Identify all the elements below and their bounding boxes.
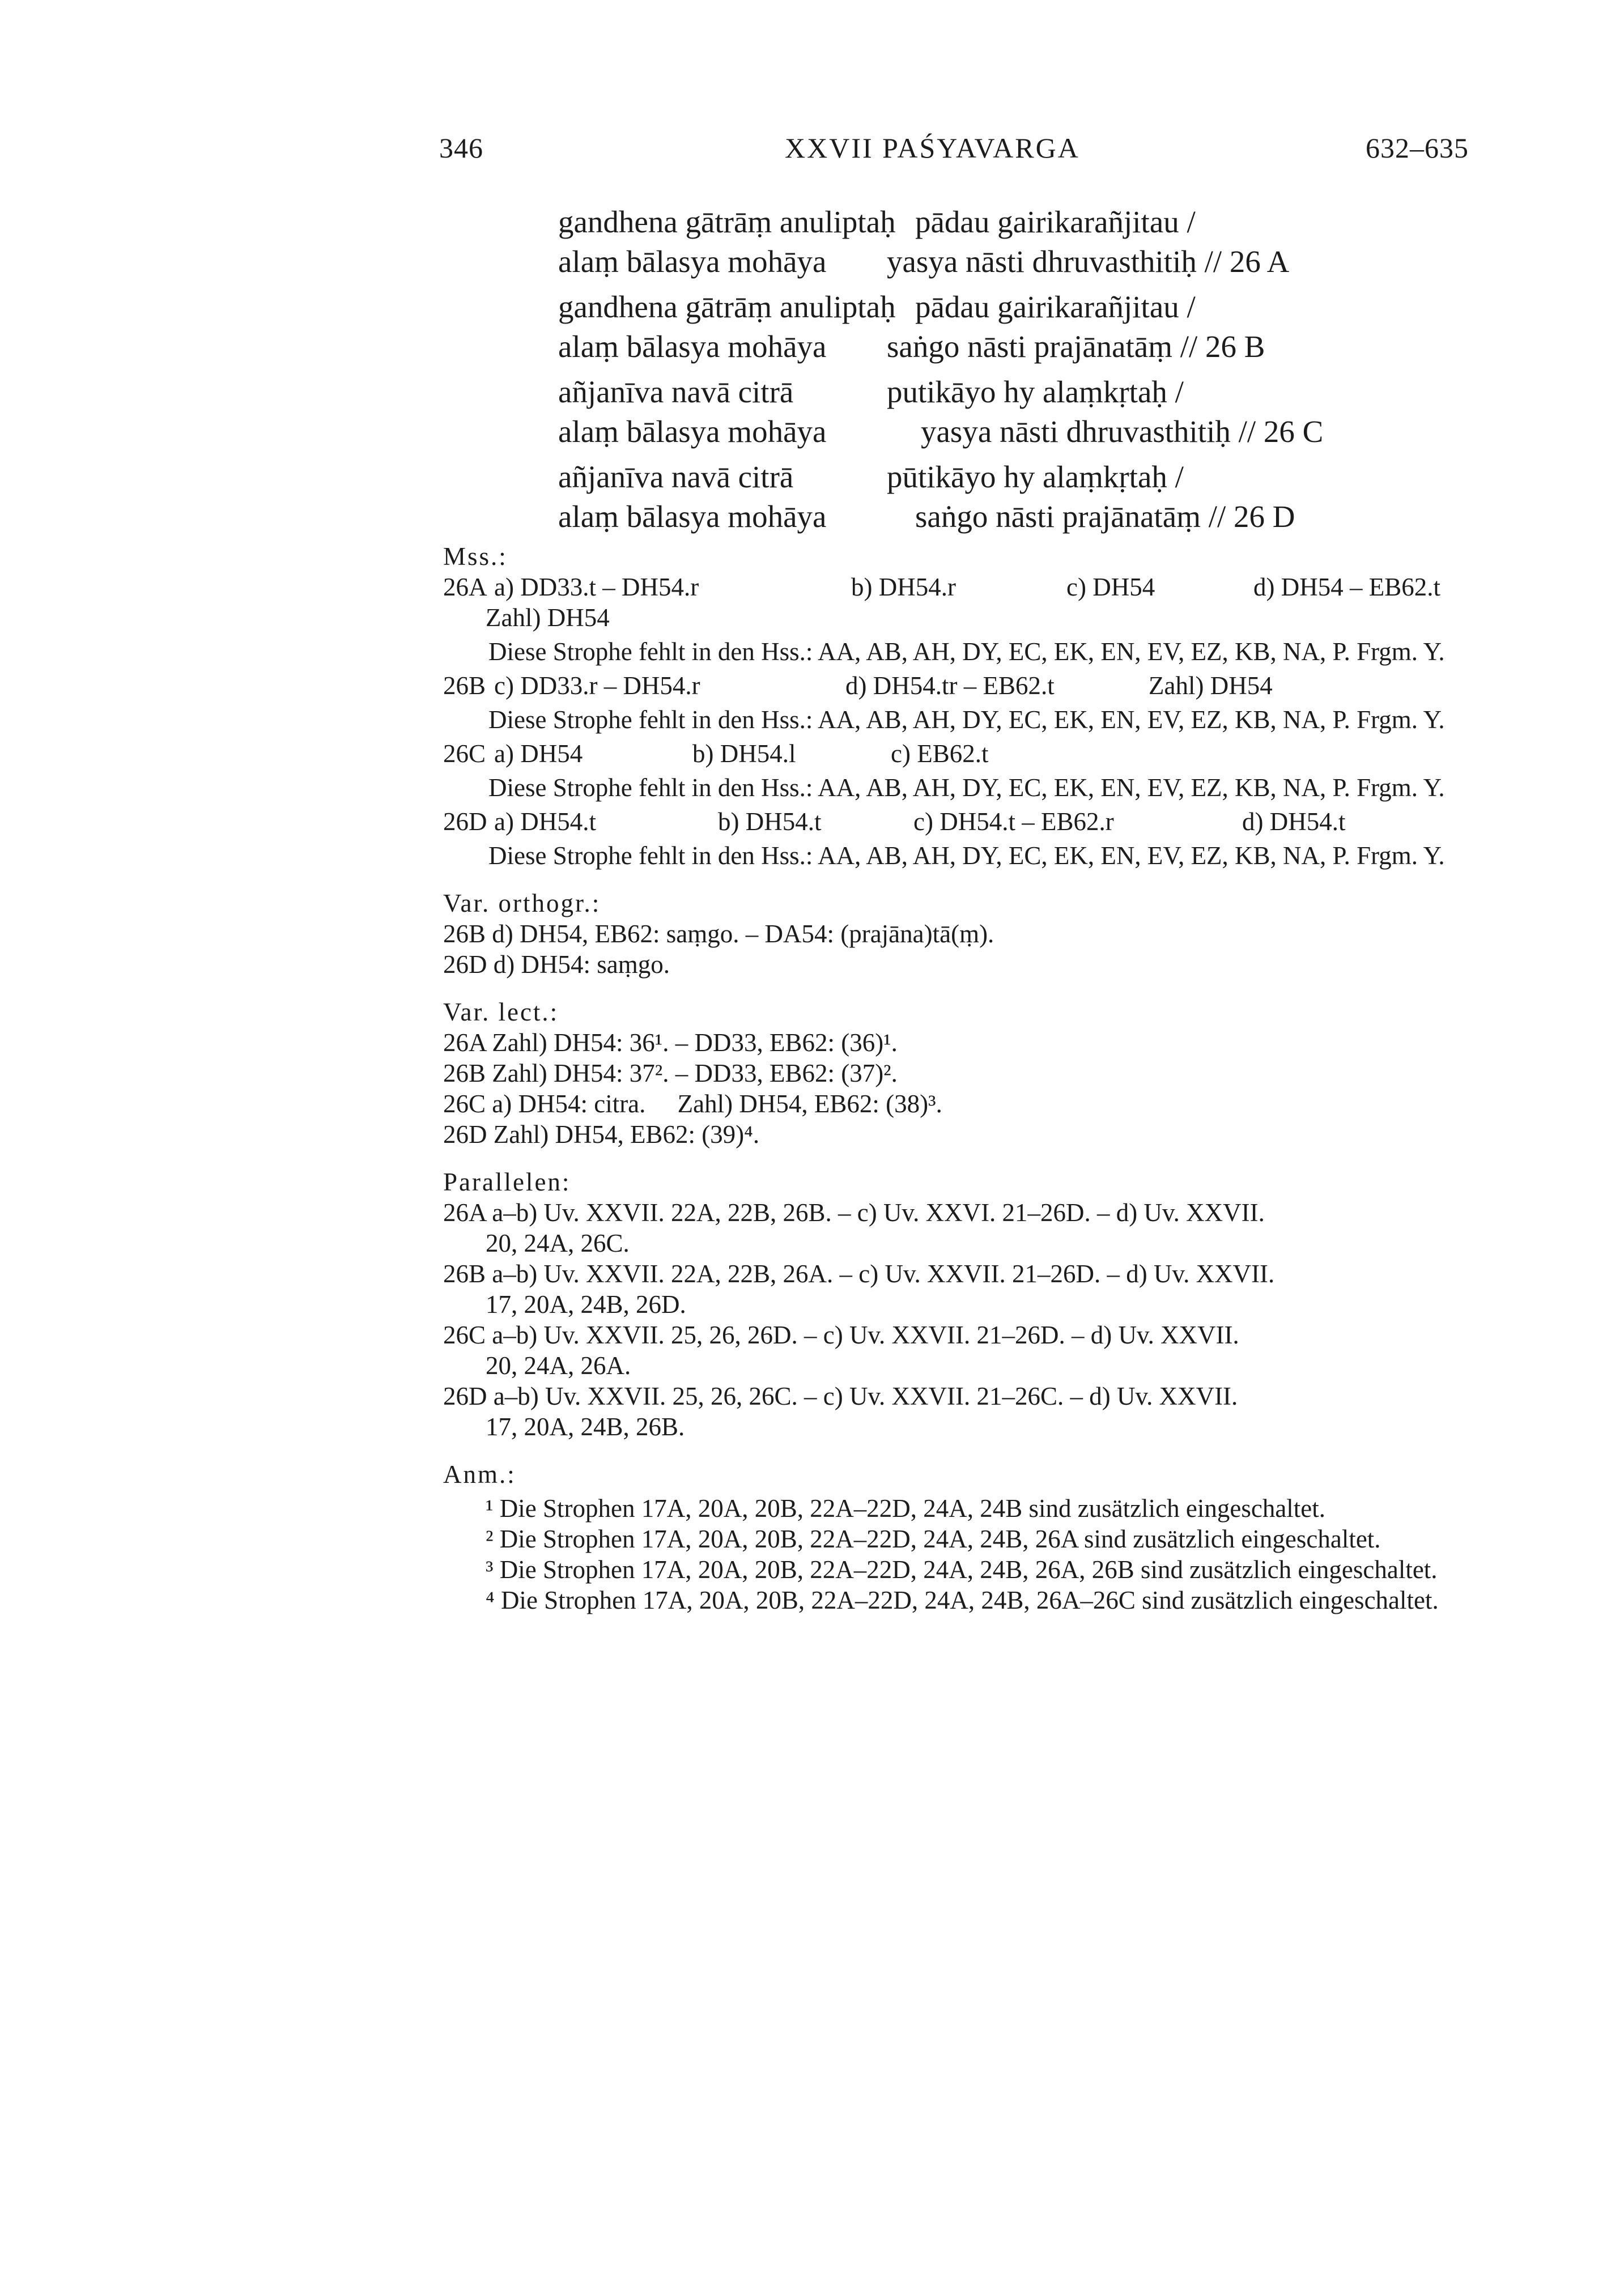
reading-d: d) DH54 – EB62.t [1253, 573, 1440, 601]
parallel-line: 26D a–b) Uv. XXVII. 25, 26, 26C. – c) Uv. XXVII. 21–26C. – d) Uv. XXVII. [443, 1382, 1238, 1410]
verse-block [558, 204, 1550, 538]
reading-zahl: Zahl) DH54 [1149, 671, 1273, 700]
parallel-line-cont: 20, 24A, 26A. [486, 1351, 631, 1380]
orthogr-heading: Var. orthogr.: [443, 889, 601, 917]
reading-c: c) DH54.t – EB62.r [913, 807, 1114, 836]
verse-pada-b: putikāyo hy alaṃkṛtaḥ / [887, 375, 1184, 409]
lect-line: 26B Zahl) DH54: 37². – DD33, EB62: (37)². [443, 1059, 898, 1087]
verse-pada-a: gandhena gātrāṃ anuliptaḥ [558, 290, 896, 324]
verse-pada-b: pādau gairikarañjitau / [915, 205, 1196, 239]
verse-pada-a: alaṃ bālasya mohāya [558, 414, 827, 449]
reading-b: b) DH54.l [692, 739, 796, 768]
parallel-line: 26A a–b) Uv. XXVII. 22A, 22B, 26B. – c) Uv. XXVI. 21–26D. – d) Uv. XXVII. [443, 1198, 1265, 1227]
footnote: ³ Die Strophen 17A, 20A, 20B, 22A–22D, 24A, 24B, 26A, 26B sind zusätzlich eingeschaltet. [486, 1555, 1438, 1584]
verse-line [558, 374, 1550, 414]
verse-line [558, 329, 1550, 368]
parallel-line-cont: 17, 20A, 24B, 26B. [486, 1413, 685, 1441]
parallel-line-cont: 17, 20A, 24B, 26D. [486, 1290, 686, 1319]
missing-note: Diese Strophe fehlt in den Hss.: AA, AB, AH, DY, EC, EK, EN, EV, EZ, KB, NA, P. Frgm. Y. [488, 705, 1445, 734]
verse-pada-a: alaṃ bālasya mohāya [558, 499, 827, 534]
orthogr-line: 26D d) DH54: saṃgo. [443, 950, 670, 979]
orthogr-line: 26B d) DH54, EB62: saṃgo. – DA54: (prajāna)tā(ṃ). [443, 920, 994, 948]
reading-zahl: Zahl) DH54 [486, 603, 610, 632]
reading-d: d) DH54.t [1242, 807, 1346, 836]
verse-line [558, 414, 1550, 453]
reading-a: a) DH54.t [494, 807, 596, 836]
verse-pada-a: añjanīva navā citrā [558, 375, 794, 409]
running-title: XXVII PAŚYAVARGA [785, 132, 1080, 164]
reading-a: a) DH54 [494, 739, 583, 768]
lect-line: 26C a) DH54: citra. Zahl) DH54, EB62: (38)³. [443, 1090, 942, 1118]
verse-pada-b: yasya nāsti dhruvasthitiḥ // 26 A [887, 244, 1290, 279]
mss-entry-26b [443, 670, 1508, 701]
verse-pada-a: alaṃ bālasya mohāya [558, 329, 827, 364]
entry-label: 26A [443, 573, 487, 601]
parallel-line: 26C a–b) Uv. XXVII. 25, 26, 26D. – c) Uv. XXVII. 21–26D. – d) Uv. XXVII. [443, 1321, 1239, 1349]
missing-note: Diese Strophe fehlt in den Hss.: AA, AB, AH, DY, EC, EK, EN, EV, EZ, KB, NA, P. Frgm. Y. [488, 841, 1445, 870]
missing-note: Diese Strophe fehlt in den Hss.: AA, AB, AH, DY, EC, EK, EN, EV, EZ, KB, NA, P. Frgm. Y. [488, 773, 1445, 802]
footnote: ² Die Strophen 17A, 20A, 20B, 22A–22D, 24A, 24B, 26A sind zusätzlich eingeschaltet. [486, 1525, 1381, 1553]
mss-entry-26c [443, 738, 1508, 769]
parallel-line-cont: 20, 24A, 26C. [486, 1229, 630, 1257]
reading-c: c) DD33.r – DH54.r [494, 671, 700, 700]
entry-label: 26B [443, 671, 486, 700]
entry-label: 26C [443, 739, 486, 768]
parallel-line: 26B a–b) Uv. XXVII. 22A, 22B, 26A. – c) Uv. XXVII. 21–26D. – d) Uv. XXVII. [443, 1260, 1275, 1288]
page-number: 346 [439, 132, 483, 164]
verse-pada-b: pādau gairikarañjitau / [915, 290, 1196, 324]
reading-b: b) DH54.r [851, 573, 956, 601]
lect-heading: Var. lect.: [443, 998, 559, 1026]
reading-b: b) DH54.t [718, 807, 822, 836]
reading-d: d) DH54.tr – EB62.t [845, 671, 1055, 700]
critical-apparatus [443, 541, 1508, 1615]
verse-pada-a: añjanīva navā citrā [558, 460, 794, 494]
verse-line [558, 244, 1550, 283]
verse-pada-b: yasya nāsti dhruvasthitiḥ // 26 C [921, 414, 1324, 449]
reading-c: c) EB62.t [891, 739, 989, 768]
verse-range: 632–635 [1366, 132, 1469, 164]
mss-heading: Mss.: [443, 542, 508, 571]
verse-line [558, 499, 1550, 538]
verse-pada-a: alaṃ bālasya mohāya [558, 244, 827, 279]
verse-pada-b: pūtikāyo hy alaṃkṛtaḥ / [887, 460, 1184, 494]
footnote: ⁴ Die Strophen 17A, 20A, 20B, 22A–22D, 24A, 24B, 26A–26C sind zusätzlich eingeschaltet. [486, 1586, 1439, 1614]
verse-line [558, 289, 1550, 329]
verse-pada-b: saṅgo nāsti prajānatāṃ // 26 D [915, 499, 1295, 534]
lect-line: 26A Zahl) DH54: 36¹. – DD33, EB62: (36)¹. [443, 1028, 898, 1057]
mss-entry-26d [443, 806, 1508, 837]
verse-line [558, 459, 1550, 499]
anm-heading: Anm.: [443, 1460, 516, 1489]
missing-note: Diese Strophe fehlt in den Hss.: AA, AB, AH, DY, EC, EK, EN, EV, EZ, KB, NA, P. Frgm. Y. [488, 637, 1445, 666]
reading-c: c) DH54 [1066, 573, 1155, 601]
lect-line: 26D Zahl) DH54, EB62: (39)⁴. [443, 1120, 760, 1149]
entry-label: 26D [443, 807, 487, 836]
verse-pada-b: saṅgo nāsti prajānatāṃ // 26 B [887, 329, 1265, 364]
verse-line [558, 204, 1550, 244]
reading-a: a) DD33.t – DH54.r [494, 573, 699, 601]
mss-entry-26a [443, 572, 1508, 602]
verse-pada-a: gandhena gātrāṃ anuliptaḥ [558, 205, 896, 239]
parallelen-heading: Parallelen: [443, 1168, 571, 1196]
footnote: ¹ Die Strophen 17A, 20A, 20B, 22A–22D, 24A, 24B sind zusätzlich eingeschaltet. [486, 1494, 1326, 1523]
